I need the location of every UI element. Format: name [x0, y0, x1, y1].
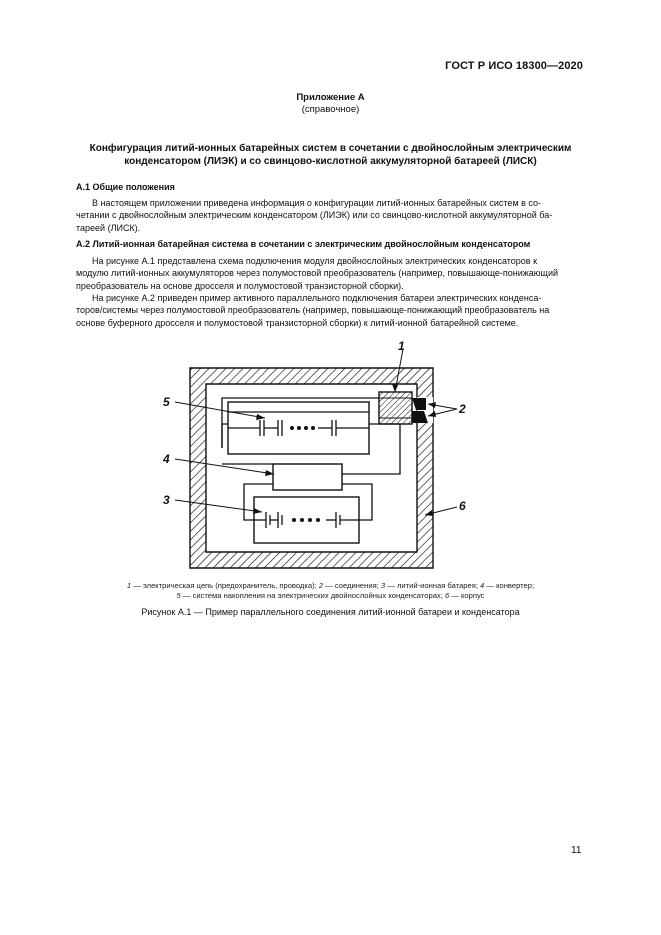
legend-num: 6 [444, 591, 450, 600]
label-1: 1 [398, 339, 405, 353]
main-title-line: Конфигурация литий-ионных батарейных систем в сочетании с двойнослойным электрическим [89, 143, 572, 154]
figure-caption: Рисунок А.1 — Пример параллельного соединения литий-ионной батареи и конденсатора [141, 607, 520, 617]
legend-num: 1 [126, 581, 132, 590]
section-a2-paragraph-2 [76, 292, 584, 329]
converter [273, 464, 342, 490]
annex-title: Приложение А [296, 92, 365, 103]
legend-num: 3 [380, 581, 386, 590]
annex-subtitle: (справочное) [301, 104, 360, 115]
section-a2-paragraph-1 [76, 255, 584, 292]
figure-a1-diagram [0, 330, 661, 580]
legend-num: 4 [480, 581, 485, 590]
figure-legend-line-2 [70, 591, 591, 602]
paragraph-line: преобразователь на основе дросселя и полумостовой транзисторной сборки). [76, 280, 404, 291]
section-a2-heading: А.2 Литий-ионная батарейная система в сочетании с электрическим двойнослойным конденсатором [76, 239, 531, 249]
paragraph-line: В настоящем приложении приведена информация о конфигурации литий-ионных батарейных систем в со- [92, 198, 542, 208]
label-6: 6 [459, 499, 466, 513]
paragraph-line: модулю литий-ионных аккумуляторов через полумостовой преобразователь (например, повышающе-понижающий [76, 268, 559, 279]
legend-num: 5 [176, 591, 181, 600]
legend-text: — система накопления на электрических двойнослойных конденсаторах; [180, 591, 445, 600]
connection-terminal [412, 398, 426, 410]
legend-text: — литий-ионная батарея; [385, 581, 481, 590]
standard-designation: ГОСТ Р ИСО 18300—2020 [445, 60, 583, 72]
paragraph-line: торов/системы через полумостовой преобразователь (например, повышающе-понижающий преобразователь на [76, 305, 550, 316]
circuit-element [379, 392, 412, 424]
label-3: 3 [163, 493, 170, 507]
paragraph-line: тареей (ЛИСК). [76, 222, 141, 233]
figure-legend-line-1 [70, 581, 591, 592]
legend-text: — конвертер; [484, 581, 535, 590]
main-title-line: конденсатором (ЛИЭК) и со свинцово-кислотной аккумуляторной батареей (ЛИСК) [124, 156, 537, 167]
legend-text: — электрическая цепь (предохранитель, проводка); [131, 581, 319, 590]
section-a1-paragraph [76, 197, 584, 234]
legend-num: 2 [318, 581, 324, 590]
page-number: 11 [571, 845, 582, 856]
paragraph-line: основе буферного дросселя и полумостовой транзисторной сборки) к литий-ионной батарейной системе. [76, 317, 519, 328]
section-a1-heading: А.1 Общие положения [76, 182, 175, 192]
label-2: 2 [459, 402, 466, 416]
legend-text: — соединения; [323, 581, 381, 590]
paragraph-line: На рисунке А.2 приведен пример активного параллельного подключения батареи электрических конденса- [92, 293, 542, 303]
label-5: 5 [163, 395, 170, 409]
label-4: 4 [163, 452, 170, 466]
paragraph-line: На рисунке А.1 представлена схема подключения модуля двойнослойных электрических конденсаторов к [92, 256, 538, 266]
legend-text: — корпус [449, 591, 485, 600]
main-title [60, 142, 601, 168]
paragraph-line: четании с двойнослойным электрическим конденсатором (ЛИЭК) или со свинцово-кислотной аккумуляторной ба- [76, 210, 553, 221]
